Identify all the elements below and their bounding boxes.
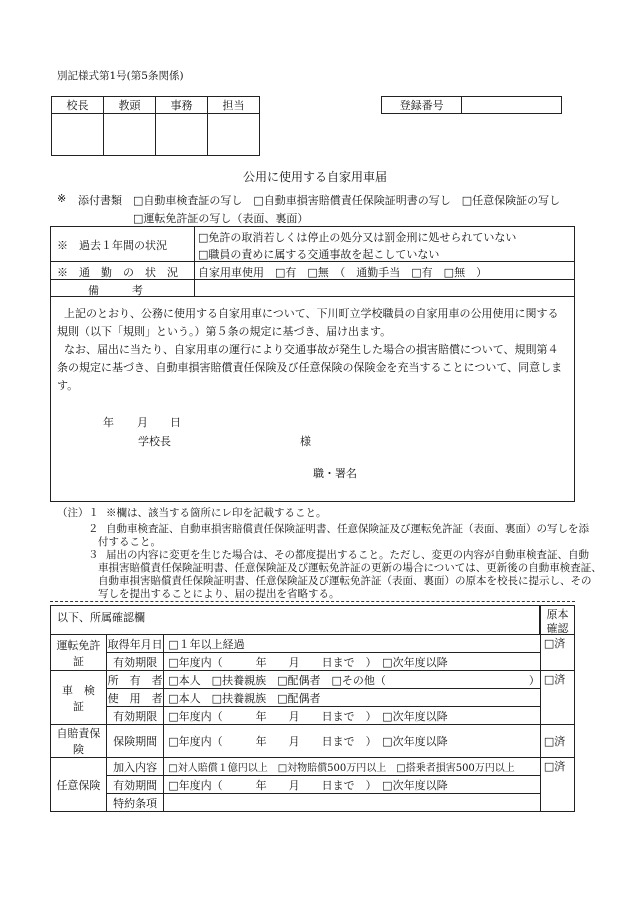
past-year-label: ※ 過去１年間の状況 xyxy=(57,239,167,252)
position-name-signature[interactable]: 職・署名 xyxy=(313,467,357,480)
jibaiseki-period-value[interactable]: □年度内（ 年 月 日まで ） □次年度以降 xyxy=(164,725,541,758)
stamp-box-principal[interactable] xyxy=(52,114,104,156)
license-valid-value[interactable]: □年度内（ 年 月 日まで ） □次年度以降 xyxy=(164,653,541,671)
body-paragraph-1-line-1: 上記のとおり、公務に使用する自家用車について、下川町立学校職員の自家用車の公用使用に関する xyxy=(64,307,559,320)
registration-label: 登録番号 xyxy=(382,97,462,114)
stamp-box-vice-principal[interactable] xyxy=(104,114,156,156)
past-year-check-2[interactable]: □職員の責めに属する交通事故を起こしていない xyxy=(198,248,440,261)
license-valid-label: 有効期限 xyxy=(106,653,163,671)
body-paragraph-2-line-2: 条の規定に基づき、自動車損害賠償責任保険及び任意保険の保険金を充当することについて、同意しま xyxy=(57,361,563,374)
remarks-label: 備 考 xyxy=(88,284,143,297)
note-3-line-1: 届出の内容に変更を生じた場合は、その都度提出すること。ただし、変更の内容が自動車検査証、自動 xyxy=(106,549,589,561)
vehicle-owner-label: 所 有 者 xyxy=(106,671,163,689)
past-year-check-1[interactable]: □免許の取消若しくは停止の処分又は罰金刑に処せられていない xyxy=(198,231,517,244)
date-year[interactable]: 年 xyxy=(103,416,114,429)
license-acq-label: 取得年月日 xyxy=(106,635,163,653)
original-header-line-2: 確認 xyxy=(546,622,569,635)
vehicle-valid-label: 有効期限 xyxy=(106,707,163,725)
date-month[interactable]: 月 xyxy=(137,416,148,429)
note-2-line-2: 付すること。 xyxy=(98,536,161,548)
jibaiseki-label: 自賠責保険 xyxy=(51,725,107,758)
approval-col-principal: 校長 xyxy=(52,97,104,114)
dashed-separator xyxy=(50,601,575,602)
approval-col-staff: 担当 xyxy=(208,97,260,114)
approval-col-office: 事務 xyxy=(156,97,208,114)
attachments-line-2[interactable]: □運転免許証の写し（表面、裏面） xyxy=(133,212,309,225)
jibaiseki-period-label: 保険期間 xyxy=(106,725,163,758)
form-reference: 別記様式第1号(第5条関係) xyxy=(57,70,184,82)
principal-label: 学校長 xyxy=(138,435,171,448)
confirm-title: 以下、所属確認欄 xyxy=(57,611,145,624)
registration-table xyxy=(381,96,562,114)
attachments-line-1[interactable]: □自動車検査証の写し □自動車損害賠償責任保険証明書の写し □任意保険証の写し xyxy=(133,194,561,207)
vehicle-user-label: 使 用 者 xyxy=(106,689,163,707)
attachments-label: 添付書類 xyxy=(78,194,122,207)
confirm-table xyxy=(50,634,575,812)
voluntary-period-label: 有効期間 xyxy=(106,776,163,794)
vehicle-original-check[interactable]: □済 xyxy=(540,671,574,725)
license-label: 運転免許証 xyxy=(51,635,107,671)
date-day[interactable]: 日 xyxy=(170,416,181,429)
note-3-line-3: 自動車損害賠償責任保険証明書、任意保険証及び運転免許証（表面、裏面）の原本を校長に提示し、その xyxy=(98,575,592,587)
license-acq-value[interactable]: □１年以上経過 xyxy=(164,635,541,653)
jibaiseki-original-check[interactable]: □済 xyxy=(540,725,574,758)
note-3-line-2: 車損害賠償責任保険証明書、任意保険証及び運転免許証の更新の場合については、更新後の自動車検査証、 xyxy=(98,562,602,574)
vehicle-valid-value[interactable]: □年度内（ 年 月 日まで ） □次年度以降 xyxy=(164,707,541,725)
body-paragraph-1-line-2: 規則（以下「規則」という。）第５条の規定に基づき、届け出ます。 xyxy=(57,325,392,338)
note-3-line-4: 写しを提出することにより、届の提出を省略する。 xyxy=(98,588,340,600)
note-3-number: ３ xyxy=(88,549,99,561)
form-title: 公用に使用する自家用車届 xyxy=(242,170,387,184)
voluntary-label: 任意保険 xyxy=(51,758,107,812)
note-2-number: ２ xyxy=(88,523,99,535)
license-original-check[interactable]: □済 xyxy=(540,635,574,671)
voluntary-original-check[interactable]: □済 xyxy=(540,758,574,812)
divider xyxy=(194,226,195,296)
body-paragraph-2-line-3: す。 xyxy=(57,379,79,392)
note-2-line-1: 自動車検査証、自動車損害賠償責任保険証明書、任意保険証及び運転免許証（表面、裏面）の写しを添 xyxy=(106,523,589,535)
voluntary-period-value[interactable]: □年度内（ 年 月 日まで ） □次年度以降 xyxy=(164,776,541,794)
vehicle-user-value[interactable]: □本人 □扶養親族 □配偶者 xyxy=(164,689,541,707)
commute-label: ※ 通 勤 の 状 況 xyxy=(57,266,178,279)
attachments-mark: ※ xyxy=(57,192,67,205)
vehicle-label: 車 検 証 xyxy=(51,671,107,725)
approval-table xyxy=(51,96,260,156)
registration-number-field[interactable] xyxy=(462,97,562,114)
notes-head: （注）１ xyxy=(57,507,99,519)
vehicle-owner-value[interactable]: □本人 □扶養親族 □配偶者 □その他（ ） xyxy=(164,671,541,689)
voluntary-content-label: 加入内容 xyxy=(106,758,163,776)
voluntary-special-value[interactable] xyxy=(164,794,541,812)
note-1: ※欄は、該当する箇所にレ印を記載すること。 xyxy=(106,507,327,519)
voluntary-special-label: 特約条項 xyxy=(106,794,163,812)
original-header-line-1: 原本 xyxy=(546,608,569,621)
commute-status[interactable]: 自家用車使用 □有 □無 （ 通勤手当 □有 □無 ） xyxy=(198,266,488,279)
stamp-box-staff[interactable] xyxy=(208,114,260,156)
body-paragraph-2-line-1: なお、届出に当たり、自家用車の運行により交通事故が発生した場合の損害賠償について、規則第４ xyxy=(64,343,559,356)
stamp-box-office[interactable] xyxy=(156,114,208,156)
honorific: 様 xyxy=(300,435,311,448)
approval-col-vice-principal: 教頭 xyxy=(104,97,156,114)
voluntary-content-value[interactable]: □対人賠償１億円以上 □対物賠償500万円以上 □搭乗者損害500万円以上 xyxy=(164,758,541,776)
